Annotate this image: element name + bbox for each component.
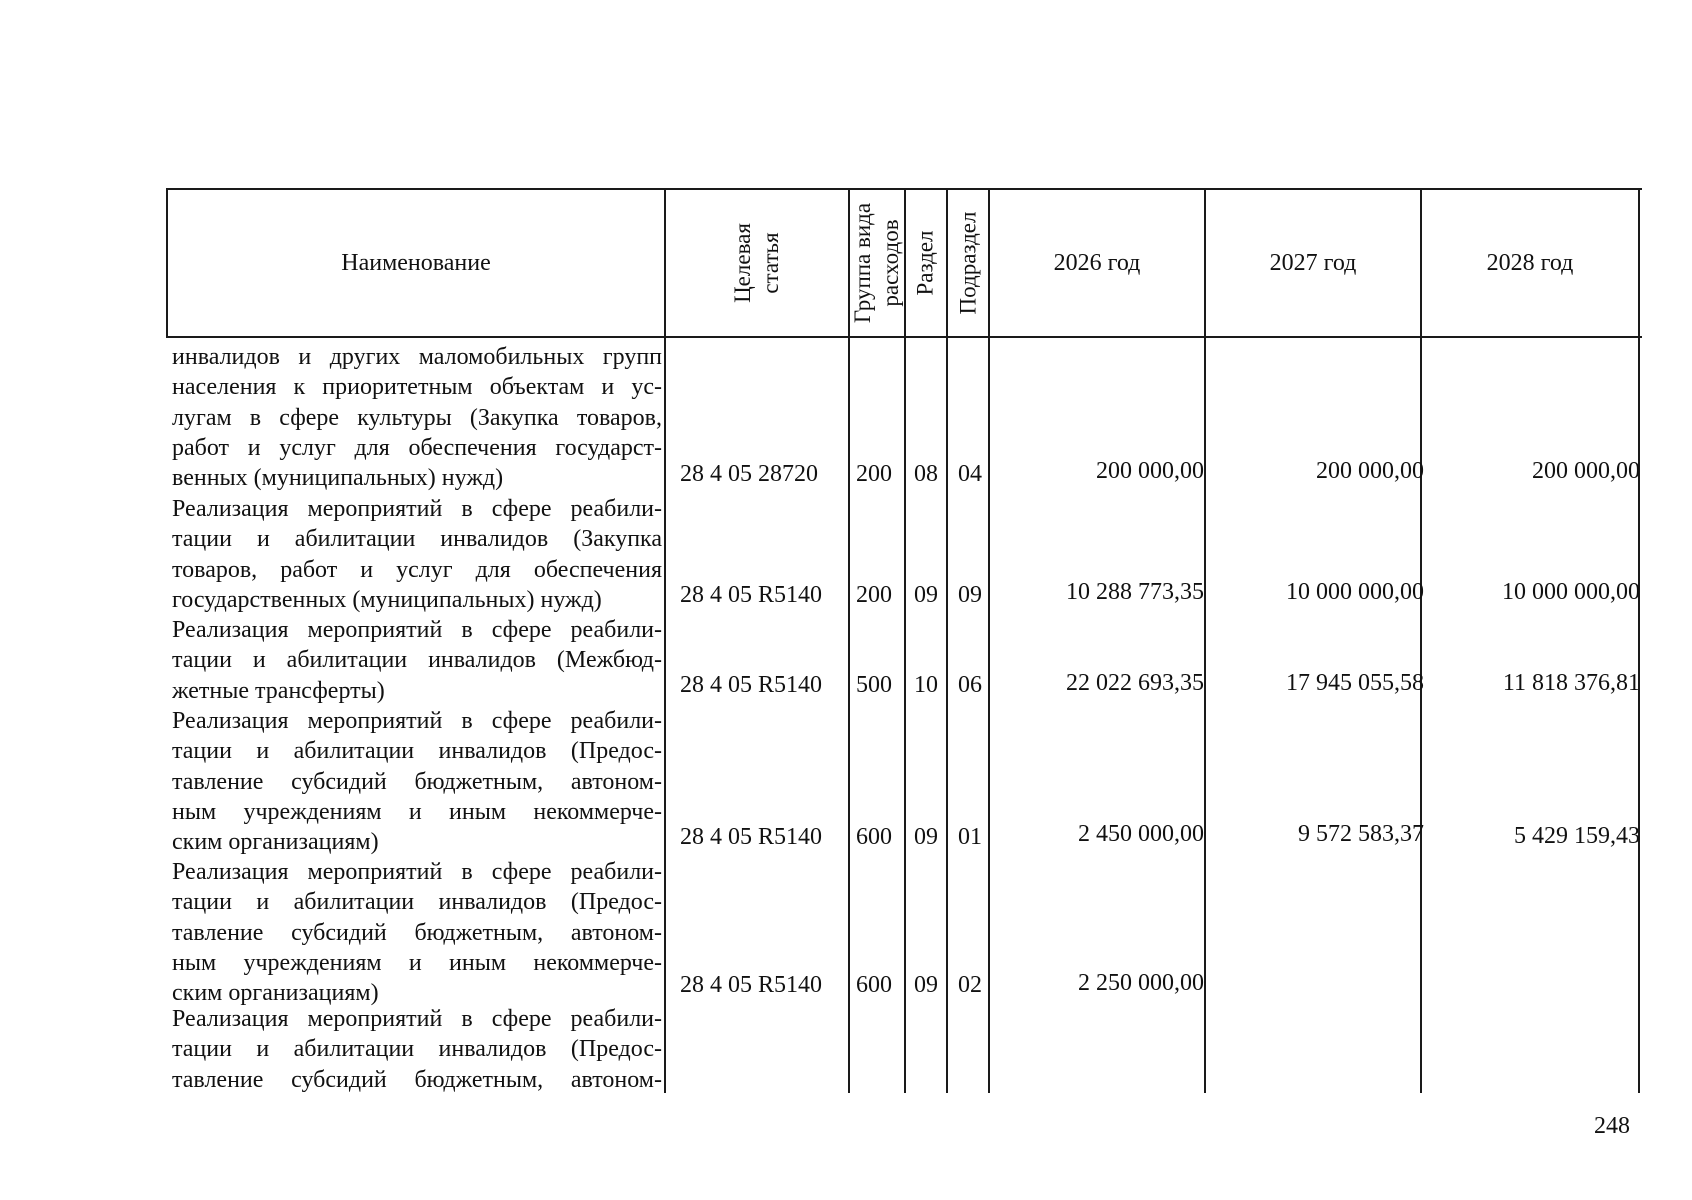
row-code: 28 4 05 R5140 — [680, 824, 823, 850]
row-group: 200 — [856, 461, 892, 487]
row-code: 28 4 05 R5140 — [680, 972, 823, 998]
row-section: 09 — [914, 824, 938, 850]
page-number: 248 — [1594, 1113, 1630, 1139]
row-value-2026: 22 022 693,35 — [1066, 670, 1204, 696]
header-year-2028 — [1422, 190, 1638, 336]
row-name: инвалидов и других маломобильных групп населения к приоритетным объектам и ус- лугам в сфере культуры (Закупка товаров, работ и услуг для обеспечения государст- венных (муниципальных) нужд) — [172, 344, 662, 492]
header-year-2027-label: 2027 год — [1269, 249, 1357, 276]
header-target-article — [666, 190, 848, 336]
header-subsection — [948, 190, 988, 336]
row-group: 600 — [856, 824, 892, 850]
row-subsection: 02 — [958, 972, 982, 998]
header-expense-group-label: Группа вида расходов — [850, 202, 904, 324]
header-year-2026-label: 2026 год — [1053, 249, 1141, 276]
row-value-2027: 17 945 055,58 — [1286, 670, 1424, 696]
row-value-2028: 10 000 000,00 — [1502, 579, 1640, 605]
row-value-2026: 200 000,00 — [1096, 458, 1204, 484]
row-section: 08 — [914, 461, 938, 487]
row-value-2026: 2 250 000,00 — [1078, 970, 1204, 996]
row-value-2028: 200 000,00 — [1532, 458, 1640, 484]
header-name-label: Наименование — [341, 249, 491, 276]
row-value-2027: 9 572 583,37 — [1298, 821, 1424, 847]
row-name: Реализация мероприятий в сфере реабили- тации и абилитации инвалидов (Предос- тавление субсидий бюджетным, автоном- — [172, 1006, 662, 1093]
row-section: 09 — [914, 582, 938, 608]
header-target-article-label: Целевая статья — [729, 223, 783, 303]
row-name: Реализация мероприятий в сфере реабили- тации и абилитации инвалидов (Предос- тавление субсидий бюджетным, автоном- ным учреждениям и иным некоммерче- ским организациям) — [172, 708, 662, 856]
row-name: Реализация мероприятий в сфере реабили- тации и абилитации инвалидов (Предос- тавление субсидий бюджетным, автоном- ным учреждениям и иным некоммерче- ским организациям) — [172, 859, 662, 1007]
row-value-2027: 10 000 000,00 — [1286, 579, 1424, 605]
header-year-2027 — [1206, 190, 1420, 336]
row-subsection: 04 — [958, 461, 982, 487]
row-name: Реализация мероприятий в сфере реабили- тации и абилитации инвалидов (Закупка товаров, работ и услуг для обеспечения государственных (муниципальных) нужд) — [172, 496, 662, 613]
row-value-2028: 11 818 376,81 — [1502, 670, 1640, 696]
row-value-2026: 2 450 000,00 — [1078, 821, 1204, 847]
row-subsection: 01 — [958, 824, 982, 850]
row-value-2027: 200 000,00 — [1316, 458, 1424, 484]
row-code: 28 4 05 R5140 — [680, 582, 823, 608]
row-subsection: 06 — [958, 672, 982, 698]
row-section: 10 — [914, 672, 938, 698]
header-section-label: Раздел — [913, 230, 938, 296]
header-year-2026 — [990, 190, 1204, 336]
row-group: 600 — [856, 972, 892, 998]
row-code: 28 4 05 28720 — [680, 461, 818, 487]
header-year-2028-label: 2028 год — [1486, 249, 1574, 276]
row-name: Реализация мероприятий в сфере реабили- тации и абилитации инвалидов (Межбюд- жетные трансферты) — [172, 617, 662, 704]
row-group: 200 — [856, 582, 892, 608]
header-subsection-label: Подраздел — [955, 211, 981, 315]
header-expense-group — [850, 190, 904, 336]
row-group: 500 — [856, 672, 892, 698]
header-name — [168, 190, 664, 336]
row-subsection: 09 — [958, 582, 982, 608]
row-value-2028: 5 429 159,43 — [1514, 823, 1640, 849]
header-section — [906, 190, 946, 336]
row-value-2026: 10 288 773,35 — [1066, 579, 1204, 605]
row-code: 28 4 05 R5140 — [680, 672, 823, 698]
row-section: 09 — [914, 972, 938, 998]
table-right-border — [1638, 188, 1640, 1093]
